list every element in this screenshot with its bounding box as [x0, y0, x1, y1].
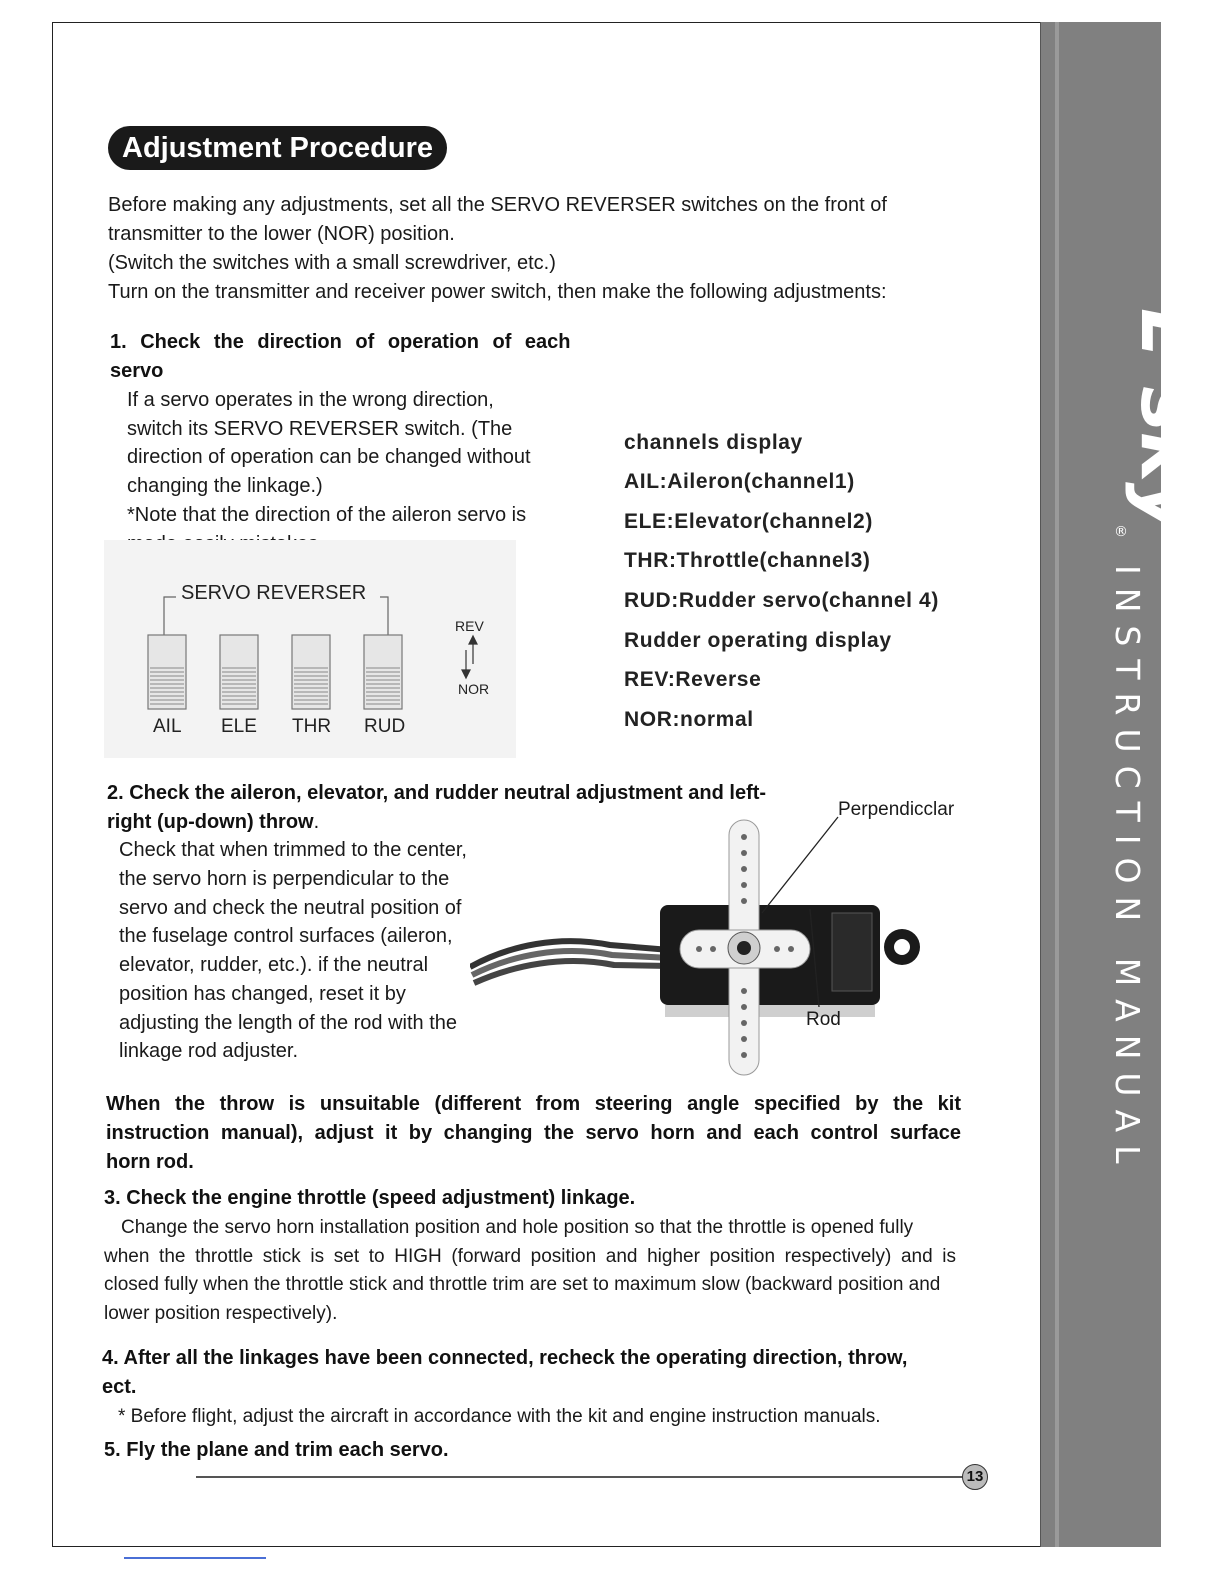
throw-note: When the throw is unsuitable (different from steering angle specified by the kit — [106, 1093, 961, 1115]
section2-text: Check that when trimmed to the center, — [119, 839, 467, 861]
section1-text: changing the linkage.) — [127, 475, 323, 497]
servo-illustration — [470, 795, 970, 1085]
channel-item: REV:Reverse — [624, 668, 762, 691]
section1-heading-cont: servo — [110, 360, 164, 382]
channel-item: ELE:Elevator(channel2) — [624, 510, 873, 533]
section1-text: direction of operation can be changed without — [127, 446, 531, 468]
section2-text: the fuselage control surfaces (aileron, — [119, 925, 453, 947]
section3-text: Change the servo horn installation position and hole position so that the throttle is opened fully — [121, 1217, 914, 1238]
nor-label: NOR — [458, 681, 490, 697]
section2-heading-bold: right (up-down) throw — [107, 811, 314, 833]
section1-text: *Note that the direction of the aileron servo is — [127, 504, 527, 526]
intro-line: (Switch the switches with a small screwdriver, etc.) — [108, 252, 556, 274]
section1-text: If a servo operates in the wrong direction, — [127, 389, 494, 411]
brand-text: E sky — [1124, 308, 1213, 532]
switch-label-ail: AIL — [153, 716, 182, 737]
section2-heading-tail: . — [313, 811, 320, 833]
section1-heading: 1. Check the direction of operation of each — [110, 331, 571, 353]
channel-item: RUD:Rudder servo(channel 4) — [624, 589, 939, 612]
registered-mark: ® — [1114, 524, 1128, 540]
section2-text: position has changed, reset it by — [119, 983, 406, 1005]
esky-logo — [1024, 300, 1214, 540]
section4-heading: 4. After all the linkages have been connected, recheck the operating direction, throw, — [102, 1347, 908, 1369]
intro-line: Before making any adjustments, set all the SERVO REVERSER switches on the front of — [108, 194, 887, 216]
footer-rule — [196, 1476, 964, 1478]
intro-line: transmitter to the lower (NOR) position. — [108, 223, 455, 245]
switch-label-rud: RUD — [364, 716, 406, 737]
page-title: Adjustment Procedure — [108, 126, 447, 170]
servo-reverser-title: SERVO REVERSER — [181, 582, 367, 604]
section2-text: linkage rod adjuster. — [119, 1040, 299, 1062]
section5-heading: 5. Fly the plane and trim each servo. — [104, 1439, 449, 1461]
switch-label-thr: THR — [292, 716, 332, 737]
intro-line: Turn on the transmitter and receiver power switch, then make the following adjustments: — [108, 281, 887, 303]
section4-heading-cont: ect. — [102, 1376, 137, 1398]
channels-heading: channels display — [624, 431, 803, 454]
channel-item: Rudder operating display — [624, 629, 892, 652]
section3-text: lower position respectively). — [104, 1303, 338, 1324]
label-perpendicular: Perpendicclar — [838, 799, 955, 820]
section4-note: * Before flight, adjust the aircraft in accordance with the kit and engine instruction manuals. — [118, 1406, 881, 1427]
channel-item: AIL:Aileron(channel1) — [624, 470, 855, 493]
section2-text: adjusting the length of the rod with the — [119, 1012, 458, 1034]
section3-heading: 3. Check the engine throttle (speed adjustment) linkage. — [104, 1187, 636, 1209]
throw-note: horn rod. — [106, 1151, 194, 1173]
section3-text: when the throttle stick is set to HIGH (forward position and higher position respectively) and is — [104, 1246, 956, 1267]
channel-item: NOR:normal — [624, 708, 754, 731]
section2-text: elevator, rudder, etc.). if the neutral — [119, 954, 429, 976]
servo-reverser-diagram — [104, 540, 516, 758]
page-number: 13 — [962, 1464, 988, 1490]
throw-note: instruction manual), adjust it by changing the servo horn and each control surface — [106, 1122, 961, 1144]
section2-heading: 2. Check the aileron, elevator, and rudder neutral adjustment and left- — [107, 782, 767, 804]
section1-text: switch its SERVO REVERSER switch. (The — [127, 418, 513, 440]
section3-text: closed fully when the throttle stick and throttle trim are set to maximum slow (backward position and — [104, 1274, 941, 1295]
section2-text: the servo horn is perpendicular to the — [119, 868, 450, 890]
footer-link-underline — [124, 1557, 266, 1559]
section2-heading-cont — [107, 808, 319, 837]
section2-text: servo and check the neutral position of — [119, 897, 462, 919]
switch-label-ele: ELE — [221, 716, 257, 737]
channel-item: THR:Throttle(channel3) — [624, 549, 871, 572]
instruction-manual-caption: INSTRUCTION MANUAL — [1108, 565, 1147, 1177]
rev-label: REV — [455, 618, 484, 634]
label-rod: Rod — [806, 1009, 841, 1030]
